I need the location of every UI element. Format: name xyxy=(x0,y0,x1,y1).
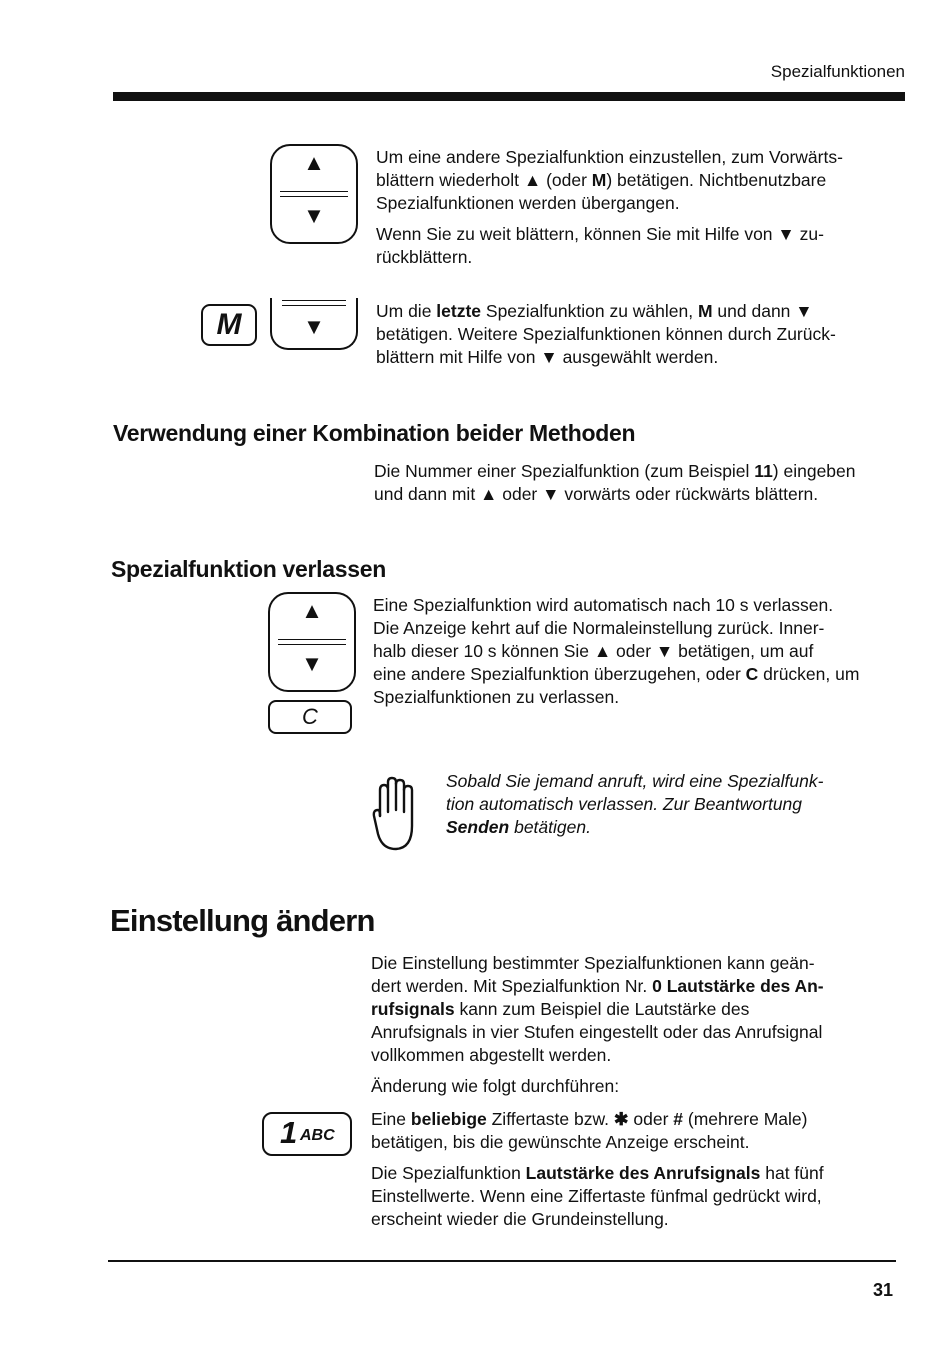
footer-rule xyxy=(108,1260,896,1262)
section-heading: Verwendung einer Kombination beider Methoden xyxy=(113,420,636,446)
arrow-down-icon xyxy=(542,484,559,504)
digit-key-icon: 1 ABC xyxy=(262,1112,352,1156)
section3-text-a xyxy=(371,952,906,1098)
paragraph: Die Nummer einer Spezialfunktion (zum Beispiel 11) eingeben und dann mit ▲ oder ▼ vorwärts oder rückwärts blättern. xyxy=(374,460,904,506)
paragraph: Wenn Sie zu weit blättern, können Sie mit Hilfe von ▼ zu- rückblättern. xyxy=(376,223,906,269)
arrow-down-icon xyxy=(795,301,812,321)
page-number: 31 xyxy=(872,1280,893,1300)
up-down-key-icon xyxy=(270,144,358,244)
running-header: Spezialfunktionen xyxy=(770,62,905,81)
header-rule xyxy=(113,92,905,101)
paragraph: Änderung wie folgt durchführen: xyxy=(371,1076,620,1096)
section1-text xyxy=(374,460,904,506)
arrow-up-icon: ▲ xyxy=(303,150,325,175)
paragraph: Eine beliebige Ziffertaste bzw. ✱ oder # (mehrere Male) betätigen, bis die gewünschte Anzeige erscheint. xyxy=(371,1109,808,1152)
section-heading: Spezialfunktion verlassen xyxy=(111,556,386,582)
section3-text-b xyxy=(371,1108,906,1231)
arrow-down-icon xyxy=(777,224,794,244)
note-text: Sobald Sie jemand anruft, wird eine Spezialfunk- tion automatisch verlassen. Zur Beantwortung Senden betätigen. xyxy=(446,771,824,837)
section2-text xyxy=(373,594,908,709)
paragraph: Um eine andere Spezialfunktion einzustellen, zum Vorwärts- blättern wiederholt ▲ (oder M) betätigen. Nichtbenutzbare Spezialfunktionen werden übergangen. xyxy=(376,146,906,215)
chapter-heading: Einstellung ändern xyxy=(110,903,375,938)
arrow-up-icon xyxy=(524,170,541,190)
paragraph: Die Spezialfunktion Lautstärke des Anrufsignals hat fünf Einstellwerte. Wenn eine Ziffertaste fünfmal gedrückt wird, erscheint wieder die Grundeinstellung. xyxy=(371,1163,824,1229)
paragraph: Die Einstellung bestimmter Spezialfunktionen kann geän- dert werden. Mit Spezialfunktion Nr. 0 Lautstärke des An- rufsignals kann zum Beispiel die Lautstärke des Anrufsignals in vier Stufen eingestellt oder das Anrufsignal vollkommen abgestellt werden. xyxy=(371,953,824,1065)
arrow-down-icon: ▼ xyxy=(301,651,323,676)
block2-text xyxy=(376,300,906,369)
warning-note xyxy=(446,770,906,839)
arrow-down-icon: ▼ xyxy=(303,314,325,339)
hand-icon xyxy=(370,776,422,852)
arrow-up-icon xyxy=(594,641,611,661)
block1-text xyxy=(376,146,906,269)
paragraph: Eine Spezialfunktion wird automatisch nach 10 s verlassen. Die Anzeige kehrt auf die Normaleinstellung zurück. Inner- halb dieser 10 s können Sie ▲ oder ▼ betätigen, um auf eine andere Spezialfunktion überzugehen, oder C drücken, um Spezialfunktionen zu verlassen. xyxy=(373,594,908,709)
c-key-icon: C xyxy=(268,700,352,734)
arrow-down-icon xyxy=(656,641,673,661)
arrow-up-icon: ▲ xyxy=(301,598,323,623)
down-key-icon xyxy=(270,298,358,350)
arrow-up-icon xyxy=(480,484,497,504)
arrow-down-icon xyxy=(540,347,557,367)
arrow-down-icon: ▼ xyxy=(303,203,325,228)
m-key-icon: M xyxy=(201,304,257,346)
paragraph: Um die letzte Spezialfunktion zu wählen, M und dann ▼ betätigen. Weitere Spezialfunktionen können durch Zurück- blättern mit Hilfe von ▼ ausgewählt werden. xyxy=(376,300,906,369)
up-down-key-icon xyxy=(268,592,356,692)
